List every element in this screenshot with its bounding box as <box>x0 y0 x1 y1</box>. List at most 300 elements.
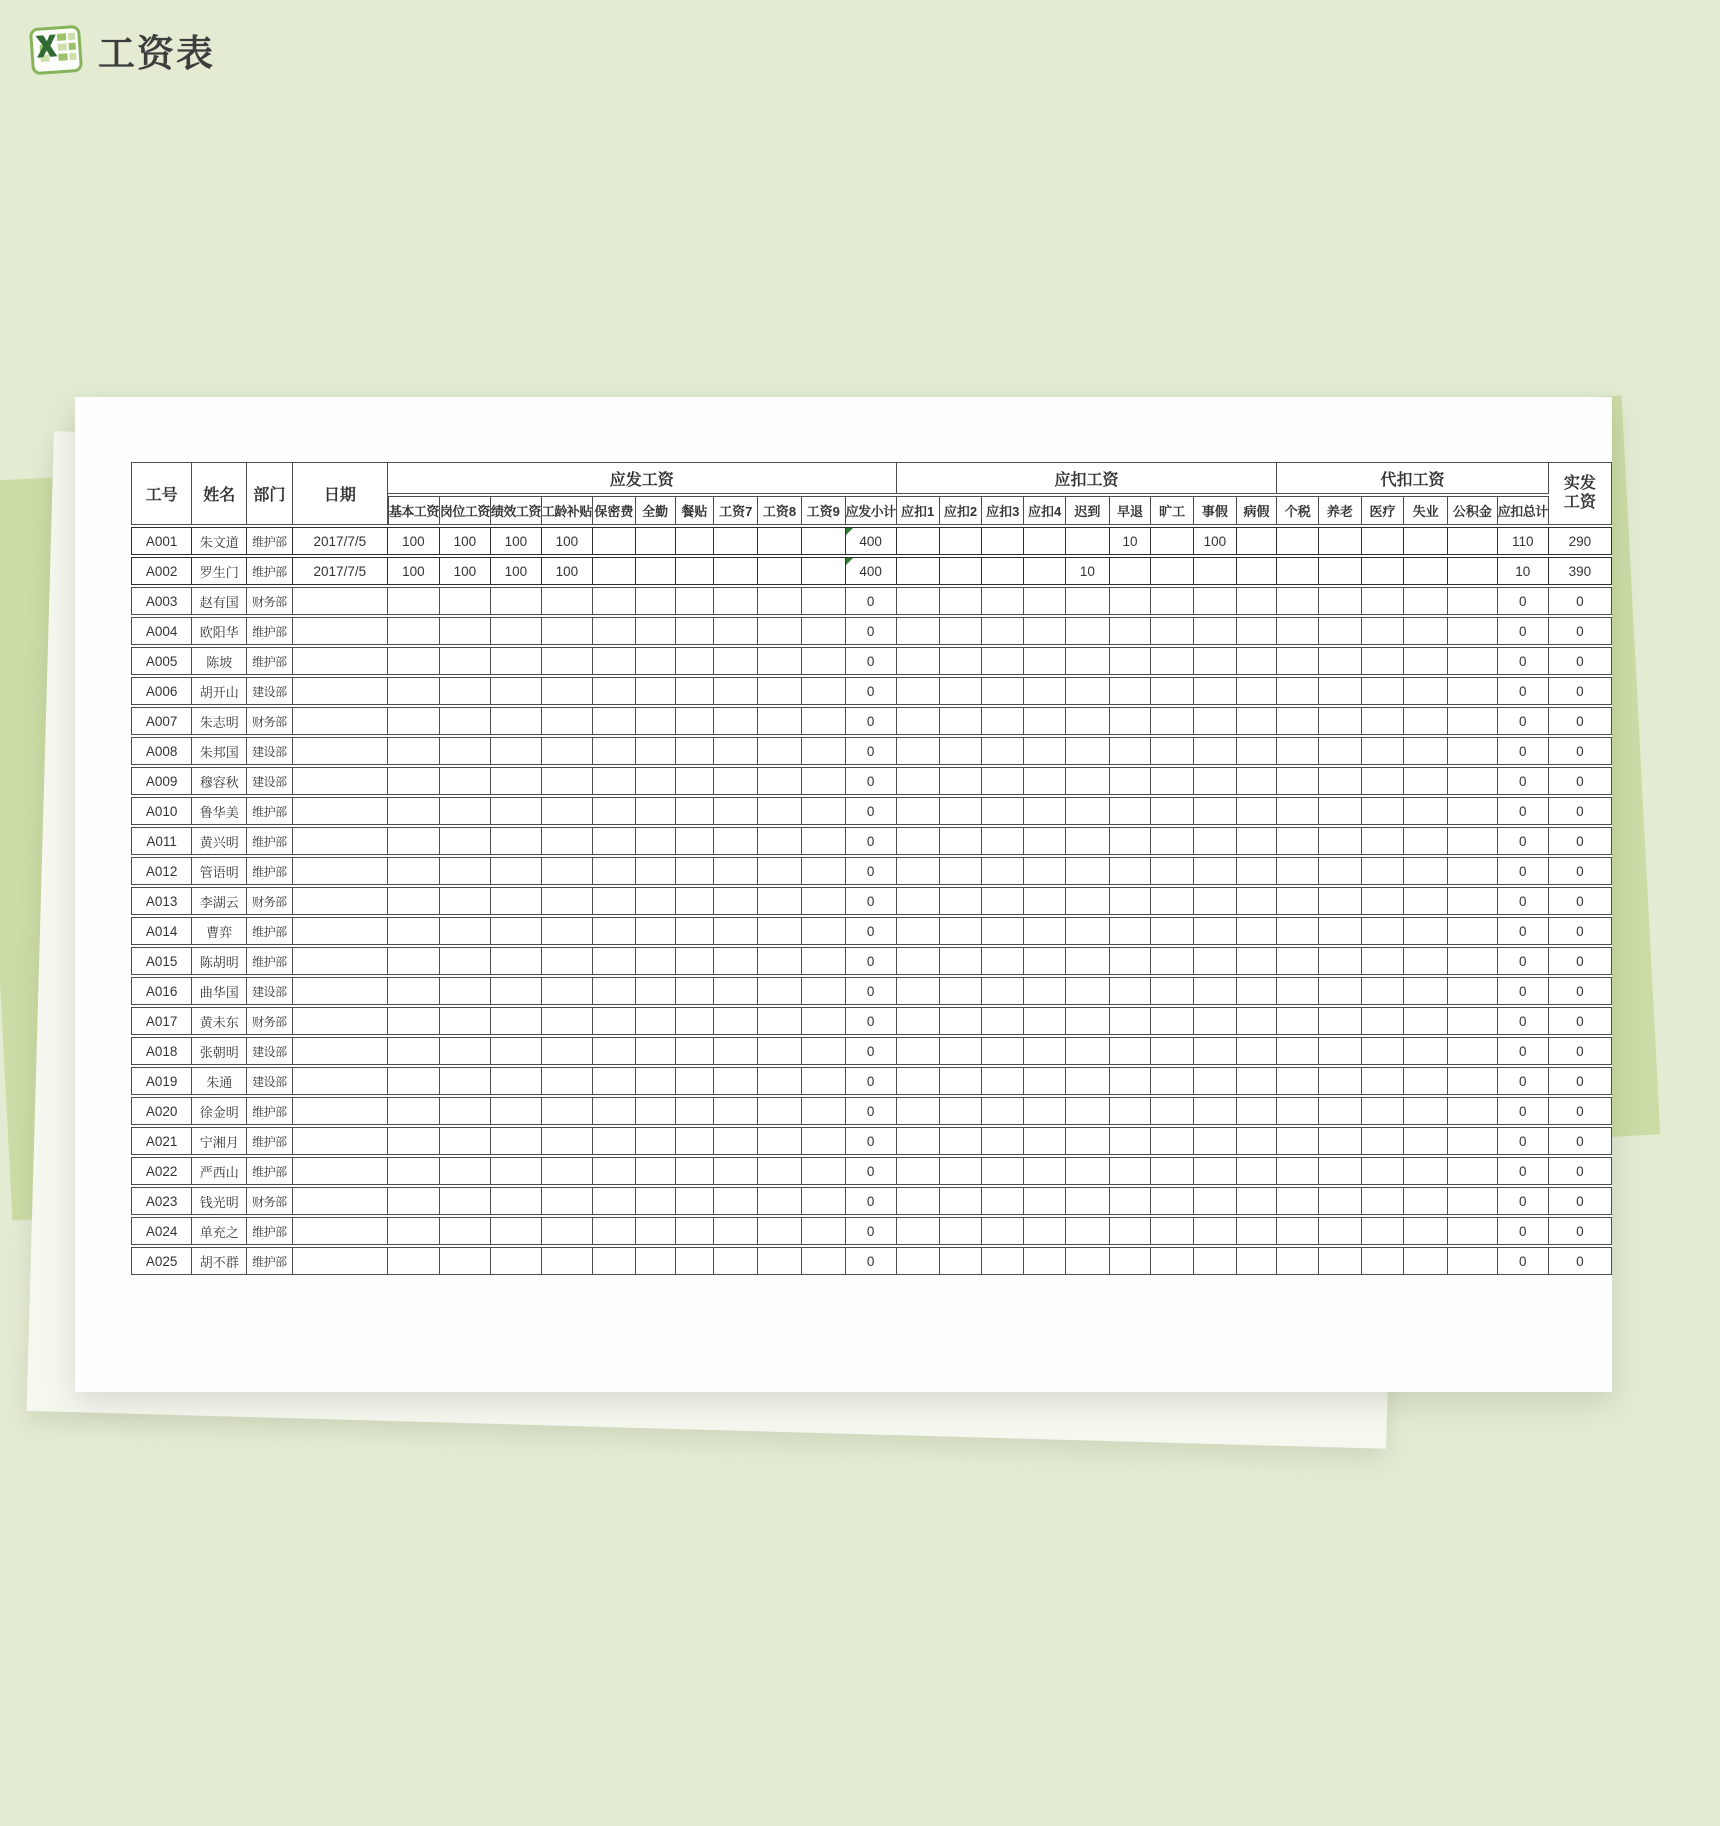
cell-id: A008 <box>131 737 192 765</box>
cell-absent <box>1151 947 1194 975</box>
cell-fund <box>1448 527 1498 555</box>
cell-d2 <box>940 587 983 615</box>
cell-medical <box>1362 527 1405 555</box>
cell-d3 <box>982 1007 1024 1035</box>
cell-full <box>636 527 676 555</box>
col-header-fund: 公积金 <box>1448 496 1498 525</box>
cell-pension <box>1319 677 1362 705</box>
cell-perf <box>491 1187 542 1215</box>
cell-absent <box>1151 1007 1194 1035</box>
cell-conf <box>593 977 636 1005</box>
cell-gross: 0 <box>846 1037 897 1065</box>
cell-net: 0 <box>1549 677 1612 705</box>
col-header-post: 岗位工资 <box>440 496 491 525</box>
cell-dept: 维护部 <box>247 557 293 585</box>
cell-perf <box>491 677 542 705</box>
cell-conf <box>593 1127 636 1155</box>
cell-medical <box>1362 707 1405 735</box>
cell-pension <box>1319 1247 1362 1275</box>
cell-s9 <box>802 677 846 705</box>
cell-net: 0 <box>1549 857 1612 885</box>
cell-net: 0 <box>1549 917 1612 945</box>
cell-full <box>636 1217 676 1245</box>
cell-s9 <box>802 767 846 795</box>
cell-deduct_total: 0 <box>1498 1247 1549 1275</box>
cell-s7 <box>714 1157 758 1185</box>
cell-d3 <box>982 857 1024 885</box>
cell-net: 0 <box>1549 737 1612 765</box>
cell-senior <box>542 587 593 615</box>
table-row-A020 <box>131 1097 1612 1125</box>
cell-deduct_total: 10 <box>1498 557 1549 585</box>
cell-d1 <box>897 617 940 645</box>
cell-gross: 0 <box>846 1187 897 1215</box>
cell-gross: 0 <box>846 767 897 795</box>
cell-s7 <box>714 827 758 855</box>
page-title: 工资表 <box>98 33 215 74</box>
cell-d4 <box>1024 677 1066 705</box>
cell-date <box>293 797 388 825</box>
cell-personal <box>1194 587 1237 615</box>
cell-d4 <box>1024 917 1066 945</box>
cell-conf <box>593 1187 636 1215</box>
cell-unemp <box>1404 1157 1448 1185</box>
cell-late <box>1066 857 1110 885</box>
cell-full <box>636 857 676 885</box>
cell-deduct_total: 0 <box>1498 647 1549 675</box>
cell-fund <box>1448 977 1498 1005</box>
cell-tax <box>1277 527 1319 555</box>
cell-d1 <box>897 947 940 975</box>
cell-meal <box>676 947 715 975</box>
cell-fund <box>1448 677 1498 705</box>
cell-meal <box>676 587 715 615</box>
cell-s8 <box>758 737 802 765</box>
cell-name: 赵有国 <box>192 587 247 615</box>
corner-header-2: 部门 <box>247 462 293 525</box>
cell-s9 <box>802 1037 846 1065</box>
cell-id: A012 <box>131 857 192 885</box>
cell-fund <box>1448 1157 1498 1185</box>
cell-s7 <box>714 1037 758 1065</box>
cell-name: 张朝明 <box>192 1037 247 1065</box>
cell-sick <box>1237 1157 1278 1185</box>
cell-full <box>636 827 676 855</box>
cell-date <box>293 647 388 675</box>
cell-late <box>1066 767 1110 795</box>
cell-deduct_total: 0 <box>1498 1127 1549 1155</box>
cell-d2 <box>940 857 983 885</box>
cell-name: 朱邦国 <box>192 737 247 765</box>
cell-unemp <box>1404 1217 1448 1245</box>
cell-base <box>388 947 440 975</box>
table-row-A003 <box>131 587 1612 615</box>
cell-s7 <box>714 977 758 1005</box>
cell-base <box>388 1127 440 1155</box>
cell-personal <box>1194 1157 1237 1185</box>
cell-perf <box>491 707 542 735</box>
cell-perf <box>491 827 542 855</box>
cell-perf <box>491 887 542 915</box>
cell-net: 0 <box>1549 827 1612 855</box>
cell-personal <box>1194 797 1237 825</box>
cell-late <box>1066 1187 1110 1215</box>
cell-base <box>388 1097 440 1125</box>
cell-date <box>293 917 388 945</box>
cell-perf <box>491 617 542 645</box>
cell-s9 <box>802 857 846 885</box>
cell-name: 单充之 <box>192 1217 247 1245</box>
cell-dept: 维护部 <box>247 917 293 945</box>
cell-net: 0 <box>1549 707 1612 735</box>
cell-d2 <box>940 617 983 645</box>
cell-dept: 建设部 <box>247 767 293 795</box>
cell-d2 <box>940 1097 983 1125</box>
cell-personal <box>1194 1217 1237 1245</box>
cell-late <box>1066 797 1110 825</box>
cell-post <box>440 1127 491 1155</box>
cell-dept: 维护部 <box>247 797 293 825</box>
group-header-1: 应扣工资 <box>897 462 1278 494</box>
cell-unemp <box>1404 827 1448 855</box>
cell-d1 <box>897 797 940 825</box>
cell-unemp <box>1404 917 1448 945</box>
cell-id: A019 <box>131 1067 192 1095</box>
cell-medical <box>1362 917 1405 945</box>
corner-header-0: 工号 <box>131 462 192 525</box>
cell-unemp <box>1404 557 1448 585</box>
cell-name: 胡开山 <box>192 677 247 705</box>
cell-s7 <box>714 1127 758 1155</box>
cell-unemp <box>1404 947 1448 975</box>
cell-late <box>1066 677 1110 705</box>
cell-late <box>1066 827 1110 855</box>
cell-unemp <box>1404 767 1448 795</box>
col-header-medical: 医疗 <box>1362 496 1405 525</box>
cell-full <box>636 887 676 915</box>
cell-post <box>440 647 491 675</box>
cell-early <box>1110 707 1152 735</box>
cell-d3 <box>982 1247 1024 1275</box>
cell-d2 <box>940 1067 983 1095</box>
cell-base <box>388 707 440 735</box>
cell-tax <box>1277 647 1319 675</box>
cell-net: 0 <box>1549 1067 1612 1095</box>
cell-sick <box>1237 1067 1278 1095</box>
cell-id: A013 <box>131 887 192 915</box>
table-row-A010 <box>131 797 1612 825</box>
cell-senior <box>542 1097 593 1125</box>
cell-personal <box>1194 887 1237 915</box>
cell-gross: 0 <box>846 917 897 945</box>
cell-absent <box>1151 1157 1194 1185</box>
cell-conf <box>593 887 636 915</box>
cell-name: 管语明 <box>192 857 247 885</box>
cell-sick <box>1237 947 1278 975</box>
cell-meal <box>676 1247 715 1275</box>
cell-base: 100 <box>388 557 440 585</box>
cell-late <box>1066 617 1110 645</box>
cell-fund <box>1448 767 1498 795</box>
cell-medical <box>1362 1097 1405 1125</box>
cell-personal <box>1194 947 1237 975</box>
cell-s8 <box>758 767 802 795</box>
cell-meal <box>676 617 715 645</box>
cell-early: 10 <box>1110 527 1152 555</box>
table-row-A005 <box>131 647 1612 675</box>
cell-gross: 0 <box>846 947 897 975</box>
cell-sick <box>1237 557 1278 585</box>
cell-d2 <box>940 647 983 675</box>
cell-d4 <box>1024 1097 1066 1125</box>
cell-absent <box>1151 1067 1194 1095</box>
cell-id: A009 <box>131 767 192 795</box>
cell-d1 <box>897 587 940 615</box>
cell-dept: 财务部 <box>247 887 293 915</box>
cell-net: 0 <box>1549 1217 1612 1245</box>
cell-id: A016 <box>131 977 192 1005</box>
cell-personal <box>1194 977 1237 1005</box>
cell-dept: 维护部 <box>247 947 293 975</box>
cell-conf <box>593 1247 636 1275</box>
cell-s8 <box>758 1217 802 1245</box>
cell-pension <box>1319 1217 1362 1245</box>
cell-name: 黄兴明 <box>192 827 247 855</box>
cell-absent <box>1151 557 1194 585</box>
col-header-sick: 病假 <box>1237 496 1278 525</box>
group-header-0: 应发工资 <box>388 462 897 494</box>
cell-fund <box>1448 1007 1498 1035</box>
cell-tax <box>1277 617 1319 645</box>
cell-early <box>1110 557 1152 585</box>
cell-senior <box>542 1247 593 1275</box>
cell-perf <box>491 947 542 975</box>
col-header-meal: 餐贴 <box>676 496 715 525</box>
cell-conf <box>593 557 636 585</box>
cell-d3 <box>982 557 1024 585</box>
cell-fund <box>1448 827 1498 855</box>
cell-sick <box>1237 587 1278 615</box>
cell-s8 <box>758 647 802 675</box>
cell-d4 <box>1024 797 1066 825</box>
cell-base <box>388 1067 440 1095</box>
cell-late <box>1066 527 1110 555</box>
cell-personal <box>1194 677 1237 705</box>
cell-s8 <box>758 1187 802 1215</box>
cell-base <box>388 1007 440 1035</box>
cell-d3 <box>982 1217 1024 1245</box>
cell-gross: 0 <box>846 827 897 855</box>
cell-dept: 财务部 <box>247 1007 293 1035</box>
table-row-A021 <box>131 1127 1612 1155</box>
cell-s7 <box>714 887 758 915</box>
cell-s7 <box>714 1097 758 1125</box>
col-header-d3: 应扣3 <box>982 496 1024 525</box>
cell-s9 <box>802 827 846 855</box>
cell-s8 <box>758 887 802 915</box>
cell-tax <box>1277 587 1319 615</box>
cell-conf <box>593 797 636 825</box>
cell-d1 <box>897 737 940 765</box>
cell-deduct_total: 0 <box>1498 1037 1549 1065</box>
cell-early <box>1110 1127 1152 1155</box>
salary-table <box>131 460 1612 1277</box>
cell-date: 2017/7/5 <box>293 527 388 555</box>
cell-perf <box>491 797 542 825</box>
cell-medical <box>1362 1217 1405 1245</box>
cell-d3 <box>982 677 1024 705</box>
table-row-A025 <box>131 1247 1612 1275</box>
cell-sick <box>1237 677 1278 705</box>
cell-absent <box>1151 527 1194 555</box>
cell-dept: 维护部 <box>247 647 293 675</box>
cell-deduct_total: 0 <box>1498 1097 1549 1125</box>
cell-unemp <box>1404 1037 1448 1065</box>
cell-conf <box>593 1007 636 1035</box>
cell-s8 <box>758 527 802 555</box>
cell-absent <box>1151 737 1194 765</box>
cell-base <box>388 827 440 855</box>
cell-conf <box>593 947 636 975</box>
cell-date <box>293 1247 388 1275</box>
cell-conf <box>593 1217 636 1245</box>
cell-dept: 维护部 <box>247 857 293 885</box>
cell-fund <box>1448 887 1498 915</box>
cell-medical <box>1362 557 1405 585</box>
cell-date <box>293 1217 388 1245</box>
cell-conf <box>593 767 636 795</box>
cell-base <box>388 1247 440 1275</box>
cell-deduct_total: 0 <box>1498 587 1549 615</box>
cell-dept: 建设部 <box>247 677 293 705</box>
cell-net: 0 <box>1549 647 1612 675</box>
cell-senior <box>542 1187 593 1215</box>
cell-d2 <box>940 1187 983 1215</box>
cell-post <box>440 767 491 795</box>
table-row-A015 <box>131 947 1612 975</box>
cell-d1 <box>897 1037 940 1065</box>
col-header-unemp: 失业 <box>1404 496 1448 525</box>
cell-senior <box>542 737 593 765</box>
cell-s9 <box>802 617 846 645</box>
cell-s7 <box>714 647 758 675</box>
cell-d4 <box>1024 1127 1066 1155</box>
cell-name: 胡不群 <box>192 1247 247 1275</box>
cell-sick <box>1237 527 1278 555</box>
cell-name: 穆容秋 <box>192 767 247 795</box>
cell-unemp <box>1404 707 1448 735</box>
cell-pension <box>1319 1007 1362 1035</box>
cell-dept: 维护部 <box>247 1097 293 1125</box>
cell-sick <box>1237 1097 1278 1125</box>
table-row-A013 <box>131 887 1612 915</box>
excel-icon <box>28 22 84 78</box>
cell-s9 <box>802 737 846 765</box>
cell-s7 <box>714 857 758 885</box>
cell-gross: 0 <box>846 797 897 825</box>
cell-senior <box>542 797 593 825</box>
cell-base <box>388 1037 440 1065</box>
cell-gross: 0 <box>846 1007 897 1035</box>
cell-gross: 0 <box>846 1157 897 1185</box>
cell-full <box>636 1037 676 1065</box>
cell-conf <box>593 677 636 705</box>
cell-d4 <box>1024 707 1066 735</box>
cell-date <box>293 1127 388 1155</box>
cell-post <box>440 1217 491 1245</box>
cell-full <box>636 917 676 945</box>
col-header-d2: 应扣2 <box>940 496 983 525</box>
cell-d3 <box>982 1157 1024 1185</box>
cell-medical <box>1362 827 1405 855</box>
cell-id: A017 <box>131 1007 192 1035</box>
cell-d2 <box>940 1037 983 1065</box>
cell-gross: 0 <box>846 587 897 615</box>
cell-unemp <box>1404 737 1448 765</box>
col-header-early: 早退 <box>1110 496 1152 525</box>
cell-pension <box>1319 977 1362 1005</box>
cell-deduct_total: 0 <box>1498 1187 1549 1215</box>
cell-d2 <box>940 737 983 765</box>
cell-conf <box>593 707 636 735</box>
col-header-s7: 工资7 <box>714 496 758 525</box>
cell-sick <box>1237 737 1278 765</box>
cell-senior <box>542 977 593 1005</box>
cell-absent <box>1151 797 1194 825</box>
cell-late <box>1066 977 1110 1005</box>
cell-fund <box>1448 737 1498 765</box>
cell-post <box>440 1247 491 1275</box>
cell-name: 李湖云 <box>192 887 247 915</box>
cell-s9 <box>802 887 846 915</box>
cell-sick <box>1237 797 1278 825</box>
cell-pension <box>1319 617 1362 645</box>
cell-deduct_total: 0 <box>1498 677 1549 705</box>
cell-early <box>1110 1007 1152 1035</box>
cell-pension <box>1319 737 1362 765</box>
cell-date: 2017/7/5 <box>293 557 388 585</box>
cell-absent <box>1151 1037 1194 1065</box>
cell-sick <box>1237 887 1278 915</box>
cell-d3 <box>982 647 1024 675</box>
salary-table-body <box>131 527 1612 1275</box>
cell-deduct_total: 0 <box>1498 797 1549 825</box>
cell-conf <box>593 1157 636 1185</box>
cell-senior <box>542 947 593 975</box>
cell-personal <box>1194 1247 1237 1275</box>
cell-s8 <box>758 977 802 1005</box>
cell-tax <box>1277 1067 1319 1095</box>
cell-absent <box>1151 857 1194 885</box>
cell-tax <box>1277 887 1319 915</box>
cell-conf <box>593 1097 636 1125</box>
cell-late <box>1066 1247 1110 1275</box>
cell-s7 <box>714 1187 758 1215</box>
cell-deduct_total: 0 <box>1498 977 1549 1005</box>
cell-d3 <box>982 917 1024 945</box>
cell-unemp <box>1404 797 1448 825</box>
cell-s8 <box>758 617 802 645</box>
cell-dept: 建设部 <box>247 1067 293 1095</box>
cell-s7 <box>714 557 758 585</box>
cell-deduct_total: 0 <box>1498 767 1549 795</box>
cell-post <box>440 917 491 945</box>
col-header-absent: 旷工 <box>1151 496 1194 525</box>
cell-s8 <box>758 707 802 735</box>
cell-perf <box>491 1007 542 1035</box>
cell-s9 <box>802 707 846 735</box>
cell-gross: 0 <box>846 1067 897 1095</box>
